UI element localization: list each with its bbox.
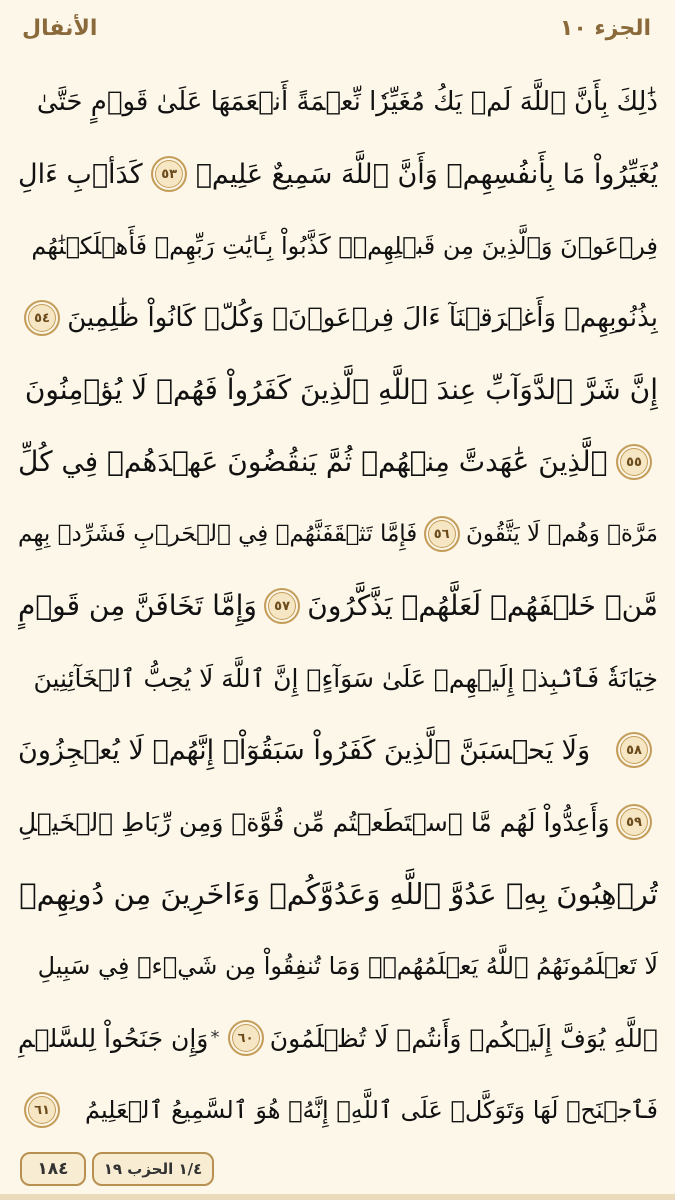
verse-text: تُرۡهِبُونَ بِهِۦ عَدُوَّ ٱللَّهِ وَعَدُوَّكُمۡ وَءَاخَرِينَ مِن دُونِهِمۡ [19,876,658,911]
ayah-number-marker: ٥٤ [24,300,60,336]
ayah-number-marker: ٦١ [24,1092,60,1128]
text-line [18,426,658,498]
verse-text: إِنَّ شَرَّ ٱلدَّوَآبِّ عِندَ ٱللَّهِ ٱلَّذِينَ كَفَرُواْ فَهُمۡ لَا يُؤۡمِنُونَ [24,373,658,406]
ayah-number-marker: ٥٣ [151,156,187,192]
verse-text: وَأَعِدُّواْ لَهُم مَّا ٱسۡتَطَعۡتُم مِّن قُوَّةٖ وَمِن رِّبَاطِ ٱلۡخَيۡلِ [18,807,610,837]
verse-text: وَإِن جَنَحُواْ لِلسَّلۡمِ [18,1023,209,1053]
page-number-badge: ١٨٤ [20,1152,86,1186]
verse-text: يُغَيِّرُواْ مَا بِأَنفُسِهِمۡ وَأَنَّ ٱللَّهَ سَمِيعٌ عَلِيمٞ [195,158,658,190]
juz-label: الجزء ١٠ [559,16,651,41]
ayah-number-marker: ٥٥ [616,444,652,480]
verse-text: ٱللَّهِ يُوَفَّ إِلَيۡكُمۡ وَأَنتُمۡ لَا تُظۡلَمُونَ [269,1023,658,1053]
page-footer [20,1152,655,1188]
quran-text-body [18,66,658,1146]
page-header [0,0,675,62]
text-line [18,282,658,354]
ayah-number-marker: ٥٦ [424,516,460,552]
verse-text: خِيَانَةٗ فَٱنۢبِذۡ إِلَيۡهِمۡ عَلَىٰ سَوَآءٍۚ إِنَّ ٱللَّهَ لَا يُحِبُّ ٱلۡخَآئِنِينَ [33,663,658,693]
text-line [18,714,658,786]
verse-text: مَرَّةٖ وَهُمۡ لَا يَتَّقُونَ [465,520,658,547]
bottom-edge [0,1194,675,1200]
verse-text: بِذُنُوبِهِمۡ وَأَغۡرَقۡنَآ ءَالَ فِرۡعَوۡنَۚ وَكُلّٞ كَانُواْ ظَٰلِمِينَ [67,303,658,333]
verse-text: ٱلَّذِينَ عَٰهَدتَّ مِنۡهُمۡ ثُمَّ يَنقُضُونَ عَهۡدَهُمۡ فِي كُلِّ [18,445,608,478]
verse-text: كَدَأۡبِ ءَالِ [18,158,143,190]
verse-text: وَإِمَّا تَخَافَنَّ مِن قَوۡمٍ [18,589,257,622]
text-line [18,210,658,282]
verse-text: ذَٰلِكَ بِأَنَّ ٱللَّهَ لَمۡ يَكُ مُغَيِّرٗا نِّعۡمَةً أَنۡعَمَهَا عَلَىٰ قَوۡمٍ حَتَّىٰ [36,87,658,117]
text-line [18,930,658,1002]
hizb-star-icon: * [210,1027,220,1048]
ayah-number-marker: ٥٩ [616,804,652,840]
verse-text: مَّنۡ خَلۡفَهُمۡ لَعَلَّهُمۡ يَذَّكَّرُونَ [307,589,658,622]
text-line [18,1074,658,1146]
verse-text: لَا تَعۡلَمُونَهُمُ ٱللَّهُ يَعۡلَمُهُمۡۚ وَمَا تُنفِقُواْ مِن شَيۡءٖ فِي سَبِيلِ [37,952,658,980]
verse-text: فَٱجۡنَحۡ لَهَا وَتَوَكَّلۡ عَلَى ٱللَّهِۚ إِنَّهُۥ هُوَ ٱلسَّمِيعُ ٱلۡعَلِيمُ [84,1096,658,1124]
text-line [18,138,658,210]
text-line [18,642,658,714]
verse-text: فَإِمَّا تَثۡقَفَنَّهُمۡ فِي ٱلۡحَرۡبِ فَشَرِّدۡ بِهِم [18,520,418,547]
ayah-number-marker: ٥٨ [616,732,652,768]
text-line [18,570,658,642]
surah-label: الأنفال [22,16,98,41]
verse-text: فِرۡعَوۡنَ وَٱلَّذِينَ مِن قَبۡلِهِمۡۚ كَذَّبُواْ بِـَٔايَٰتِ رَبِّهِمۡ فَأَهۡلَكۡنَٰهُم [31,232,658,260]
text-line [18,858,658,930]
text-line [18,66,658,138]
verse-text: وَلَا يَحۡسَبَنَّ ٱلَّذِينَ كَفَرُواْ سَبَقُوٓاْۚ إِنَّهُمۡ لَا يُعۡجِزُونَ [18,734,591,766]
ayah-number-marker: ٥٧ [264,588,300,624]
ayah-number-marker: ٦٠ [228,1020,264,1056]
text-line [18,786,658,858]
text-line [18,354,658,426]
text-line [18,498,658,570]
hizb-badge: ١/٤ الحزب ١٩ [92,1152,214,1186]
text-line [18,1002,658,1074]
